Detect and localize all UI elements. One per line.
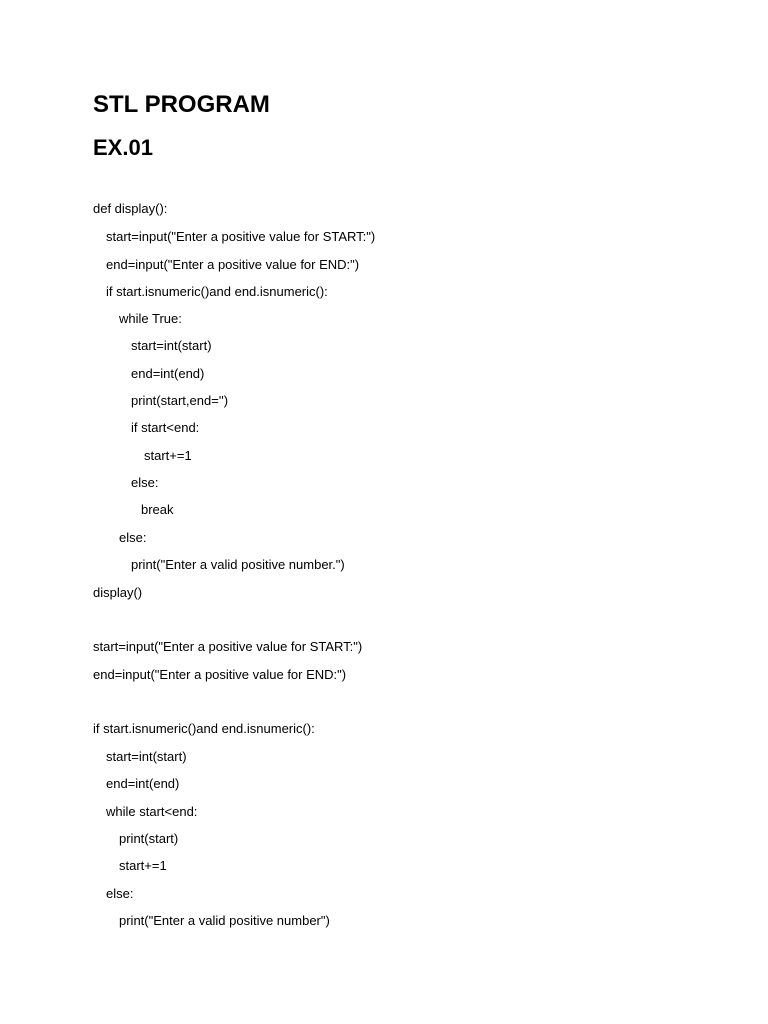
- code-line: print("Enter a valid positive number"): [119, 913, 330, 928]
- code-line: print(start): [119, 831, 179, 846]
- document-subtitle: EX.01: [93, 135, 153, 160]
- code-line: start=input("Enter a positive value for START:"): [106, 229, 376, 244]
- code-line: start=input("Enter a positive value for START:"): [93, 639, 363, 654]
- code-line: end=input("Enter a positive value for END:"): [93, 667, 347, 682]
- code-line: end=int(end): [131, 366, 205, 381]
- code-line: print(start,end=''): [131, 393, 229, 408]
- code-line: start=int(start): [131, 338, 212, 353]
- code-line: while start<end:: [106, 804, 198, 819]
- code-line: else:: [131, 475, 159, 490]
- code-line: start+=1: [119, 858, 167, 873]
- code-line: start=int(start): [106, 749, 187, 764]
- code-line: else:: [106, 886, 134, 901]
- code-line: end=input("Enter a positive value for END:"): [106, 257, 360, 272]
- code-line: while True:: [119, 311, 182, 326]
- code-line: end=int(end): [106, 776, 180, 791]
- code-line: break: [141, 502, 174, 517]
- code-line: start+=1: [144, 448, 192, 463]
- code-line: if start.isnumeric()and end.isnumeric():: [106, 284, 328, 299]
- document-title: STL PROGRAM: [93, 91, 270, 118]
- code-line: if start<end:: [131, 420, 200, 435]
- code-line: else:: [119, 530, 147, 545]
- code-line: print("Enter a valid positive number."): [131, 557, 345, 572]
- code-line: display(): [93, 585, 143, 600]
- code-line: if start.isnumeric()and end.isnumeric():: [93, 721, 315, 736]
- code-line: def display():: [93, 201, 168, 216]
